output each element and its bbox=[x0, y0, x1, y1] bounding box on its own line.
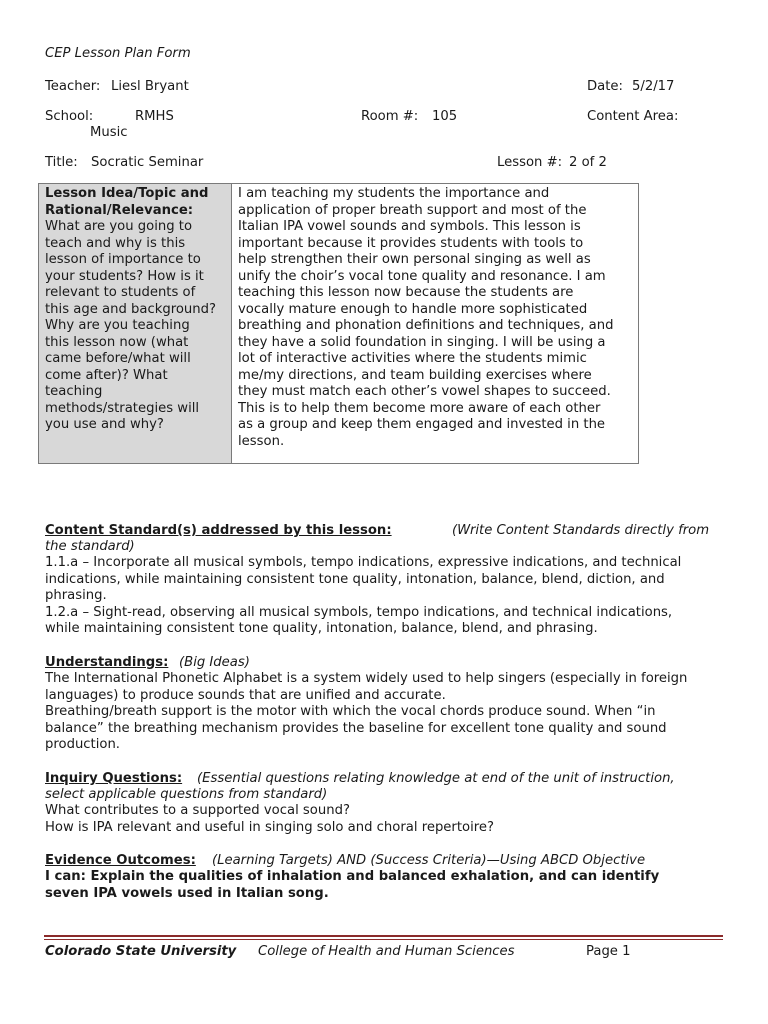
lesson-idea-answer-line: teaching this lesson now because the students are bbox=[238, 285, 574, 300]
title-value: Socratic Seminar bbox=[91, 155, 204, 170]
inquiry-body bbox=[45, 803, 494, 836]
lesson-idea-answer-line: vocally mature enough to handle more sophisticated bbox=[238, 301, 588, 317]
lesson-idea-prompt-line: came before/what will bbox=[45, 351, 191, 366]
footer-rule bbox=[44, 935, 723, 937]
content-standard-line: while maintaining consistent tone quality, intonation, balance, blend, and phrasing. bbox=[45, 621, 598, 636]
inquiry-heading: Inquiry Questions: bbox=[45, 771, 183, 786]
lesson-idea-answer-line: they must match each other’s vowel shapes to succeed. bbox=[238, 384, 611, 399]
lesson-idea-prompt-line: your students? How is it bbox=[45, 268, 204, 284]
content-standard-line: indications, while maintaining consistent tone quality, intonation, balance, blend, diction, and bbox=[45, 571, 665, 587]
lesson-idea-prompt-line: come after)? What bbox=[45, 367, 168, 383]
footer-rule bbox=[44, 939, 723, 940]
inquiry-question: What contributes to a supported vocal sound? bbox=[45, 803, 350, 818]
lesson-idea-table bbox=[38, 183, 639, 464]
evidence-line: I can: Explain the qualities of inhalation and balanced exhalation, and can identify bbox=[45, 869, 660, 884]
date-label: Date: bbox=[587, 79, 623, 94]
title-label: Title: bbox=[45, 155, 78, 170]
footer-college: College of Health and Human Sciences bbox=[258, 944, 515, 959]
content-standards-body bbox=[45, 555, 681, 638]
lesson-idea-prompt-line: teaching bbox=[45, 384, 103, 399]
lesson-idea-answer-line: help strengthen their own personal singing as well as bbox=[238, 252, 591, 267]
inquiry-note: (Essential questions relating knowledge at end of the unit of instruction, bbox=[197, 771, 675, 786]
understanding-line: The International Phonetic Alphabet is a system widely used to help singers (especially in foreign bbox=[45, 671, 688, 686]
lesson-idea-prompt-line: What are you going to bbox=[45, 219, 193, 234]
lesson-idea-answer-line: unify the choir’s vocal tone quality and resonance. I am bbox=[238, 268, 606, 284]
lesson-idea-prompt-line: this age and background? bbox=[45, 301, 217, 317]
teacher-label: Teacher: bbox=[45, 79, 101, 94]
understanding-line: Breathing/breath support is the motor with which the vocal chords produce sound. When “in bbox=[45, 704, 656, 719]
content-standards-note: (Write Content Standards directly from bbox=[452, 523, 710, 538]
lesson-idea-prompt-line: methods/strategies will bbox=[45, 400, 200, 416]
evidence-body bbox=[45, 869, 659, 902]
footer-university: Colorado State University bbox=[45, 944, 237, 959]
inquiry-question: How is IPA relevant and useful in singing solo and choral repertoire? bbox=[45, 819, 494, 835]
lesson-idea-answer-line: important because it provides students with tools to bbox=[238, 235, 584, 251]
understandings-body bbox=[45, 671, 687, 754]
lesson-idea-answer-line: lot of interactive activities where the students mimic bbox=[238, 351, 587, 366]
evidence-heading: Evidence Outcomes: bbox=[45, 853, 196, 868]
content-standard-line: 1.2.a – Sight-read, observing all musical symbols, tempo indications, and technical indications, bbox=[45, 604, 673, 620]
lesson-idea-answer-line: lesson. bbox=[238, 433, 285, 449]
understanding-line: balance” the breathing mechanism provides the baseline for excellent tone quality and sound bbox=[45, 720, 667, 736]
form-title: CEP Lesson Plan Form bbox=[45, 46, 191, 61]
lesson-idea-prompt-line: Why are you teaching bbox=[45, 318, 190, 333]
footer-page-number: Page 1 bbox=[586, 944, 631, 959]
lesson-idea-answer-line: breathing and phonation definitions and techniques, and bbox=[238, 318, 614, 333]
lesson-idea-prompt-line: this lesson now (what bbox=[45, 334, 189, 350]
understanding-line: production. bbox=[45, 737, 121, 752]
lesson-idea-answer-line: as a group and keep them engaged and invested in the bbox=[238, 417, 606, 432]
lesson-idea-heading: Lesson Idea/Topic and bbox=[45, 186, 209, 201]
lesson-idea-answer-line: application of proper breath support and most of the bbox=[238, 202, 587, 218]
teacher-value: Liesl Bryant bbox=[111, 79, 189, 94]
lesson-idea-prompt-cell bbox=[39, 184, 232, 463]
inquiry-note: select applicable questions from standard) bbox=[45, 787, 328, 802]
lesson-idea-answer-line: they have a solid foundation in singing. I will be using a bbox=[238, 334, 606, 350]
lesson-number-label: Lesson #: bbox=[497, 155, 563, 170]
content-standard-line: phrasing. bbox=[45, 588, 107, 603]
room-value: 105 bbox=[432, 109, 458, 124]
understandings-note: (Big Ideas) bbox=[179, 655, 250, 670]
lesson-idea-answer-line: me/my directions, and team building exercises where bbox=[238, 367, 592, 383]
lesson-idea-answer-line: I am teaching my students the importance and bbox=[238, 186, 550, 201]
lesson-idea-answer-cell bbox=[232, 184, 638, 463]
content-standards-heading: Content Standard(s) addressed by this lesson: bbox=[45, 523, 392, 538]
understandings-heading: Understandings: bbox=[45, 655, 169, 670]
content-area-label: Content Area: bbox=[587, 109, 679, 124]
lesson-idea-prompt-line: you use and why? bbox=[45, 417, 164, 432]
evidence-note: (Learning Targets) AND (Success Criteria)—Using ABCD Objective bbox=[212, 853, 646, 868]
content-area-value: Music bbox=[90, 125, 128, 140]
lesson-idea-heading: Rational/Relevance: bbox=[45, 202, 194, 218]
school-value: RMHS bbox=[135, 109, 174, 124]
content-standard-line: 1.1.a – Incorporate all musical symbols, tempo indications, expressive indications, and technical bbox=[45, 555, 682, 570]
evidence-line: seven IPA vowels used in Italian song. bbox=[45, 885, 329, 901]
lesson-idea-prompt-line: relevant to students of bbox=[45, 285, 196, 300]
understanding-line: languages) to produce sounds that are unified and accurate. bbox=[45, 687, 446, 703]
date-value: 5/2/17 bbox=[632, 79, 675, 94]
lesson-idea-answer-line: This is to help them become more aware of each other bbox=[238, 400, 601, 416]
room-label: Room #: bbox=[361, 109, 419, 124]
lesson-idea-answer-line: Italian IPA vowel sounds and symbols. This lesson is bbox=[238, 219, 581, 234]
lesson-idea-prompt-line: teach and why is this bbox=[45, 235, 186, 251]
lesson-number-value: 2 of 2 bbox=[569, 155, 607, 170]
lesson-idea-prompt-line: lesson of importance to bbox=[45, 252, 201, 267]
school-label: School: bbox=[45, 109, 94, 124]
content-standards-note: the standard) bbox=[45, 539, 135, 554]
